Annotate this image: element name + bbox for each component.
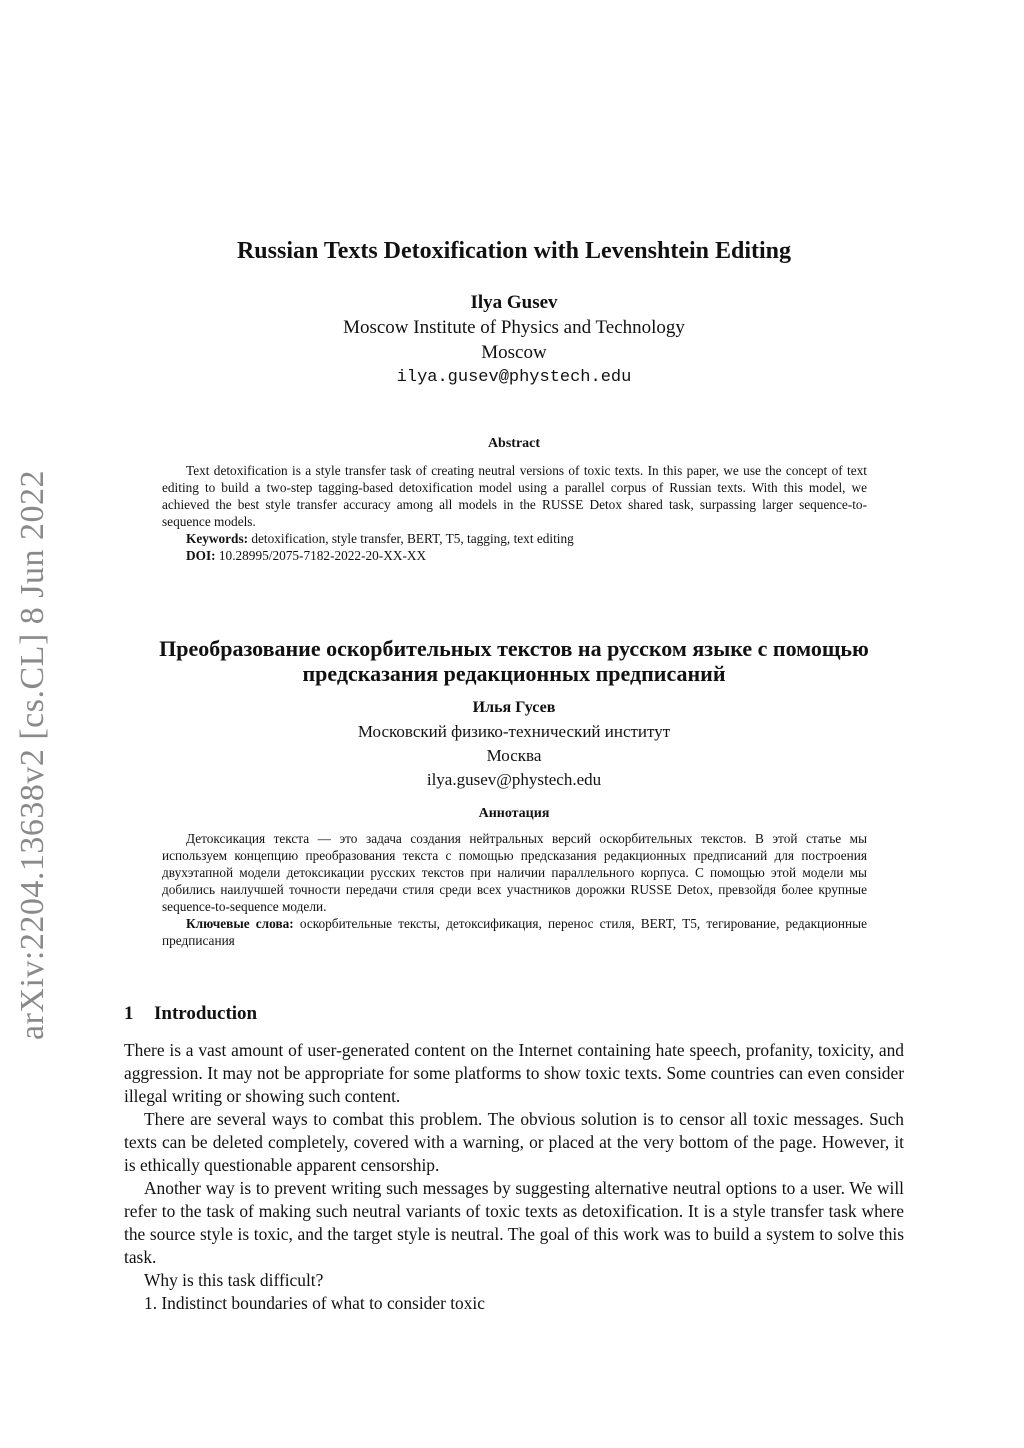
abstract-keywords [162, 530, 867, 547]
author-affiliation: Moscow Institute of Physics and Technology [343, 317, 685, 338]
list-item: 1. Indistinct boundaries of what to consider toxic [144, 1293, 485, 1313]
ru-keywords-label: Ключевые слова: [186, 916, 294, 931]
intro-paragraph-4: Why is this task difficult? [144, 1270, 324, 1290]
section-number: 1 [124, 1003, 134, 1024]
keywords-label: Keywords: [186, 531, 249, 546]
section-heading-introduction [124, 1003, 257, 1025]
ru-affiliation: Московский физико-технический институт [357, 722, 671, 741]
intro-paragraph-1: There is a vast amount of user-generated content on the Internet containing hate speech, profanity, toxicity, and aggression. It may not be appropriate for some platforms to show toxic texts. Some countries can even consider illegal writing or showing such content. [124, 1040, 904, 1106]
section-title: Introduction [154, 1003, 258, 1024]
intro-body [124, 1039, 904, 1315]
intro-paragraph-2: There are several ways to combat this problem. The obvious solution is to censor all toxic messages. Such texts can be deleted completely, covered with a warning, or placed at the very bottom of the page. However, it is ethically questionable apparent censorship. [124, 1109, 904, 1175]
author-name: Ilya Gusev [470, 292, 558, 313]
keywords-value: detoxification, style transfer, BERT, T5, tagging, text editing [251, 531, 574, 546]
ru-email: ilya.gusev@phystech.edu [426, 770, 602, 789]
ru-abstract-body [162, 830, 867, 949]
author-city: Moscow [481, 342, 547, 363]
ru-abstract-keywords [162, 915, 867, 949]
ru-abstract-heading: Аннотация [478, 806, 550, 821]
paper-title: Russian Texts Detoxification with Levenshtein Editing [236, 238, 792, 264]
abstract-doi [162, 547, 867, 564]
ru-abstract-text: Детоксикация текста — это задача создания нейтральных версий оскорбительных текстов. В этой статье мы используем концепцию преобразования текста с помощью предсказания редакционных предписаний для построения двухэтапной модели детоксикации русских текстов при наличии параллельного корпуса. С помощью этой модели мы добились наилучшей точности передачи стиля среди всех участников дорожки RUSSE Detox, превзойдя более крупные sequence-to-sequence модели. [162, 831, 867, 914]
abstract-body [162, 462, 867, 564]
doi-label: DOI: [186, 548, 216, 563]
arxiv-stamp: arXiv:2204.13638v2 [cs.CL] 8 Jun 2022 [14, 469, 51, 1040]
abstract-heading: Abstract [487, 436, 541, 451]
ru-author-block [124, 696, 904, 792]
ru-city: Москва [486, 746, 542, 765]
author-email: ilya.gusev@phystech.edu [396, 368, 632, 387]
abstract-text: Text detoxification is a style transfer task of creating neutral versions of toxic texts. In this paper, we use the concept of text editing to build a two-step tagging-based detoxification model using a parallel corpus of Russian texts. With this model, we achieved the best style transfer accuracy among all models in the RUSSE Detox shared task, surpassing larger sequence-to-sequence models. [162, 463, 867, 529]
doi-value: 10.28995/2075-7182-2022-20-XX-XX [218, 548, 427, 563]
ru-title: Преобразование оскорбительных текстов на русском языке с помощью предсказания редакционных предписаний [159, 636, 869, 686]
ru-author-name: Илья Гусев [472, 699, 556, 716]
intro-paragraph-3: Another way is to prevent writing such messages by suggesting alternative neutral options to a user. We will refer to the task of making such neutral variants of toxic texts as detoxification. It is a style transfer task where the source style is toxic, and the target style is neutral. The goal of this work was to build a system to solve this task. [124, 1178, 904, 1267]
ru-keywords-value: оскорбительные тексты, детоксификация, перенос стиля, BERT, T5, тегирование, редакционные предписания [162, 916, 867, 948]
author-block [124, 290, 904, 390]
